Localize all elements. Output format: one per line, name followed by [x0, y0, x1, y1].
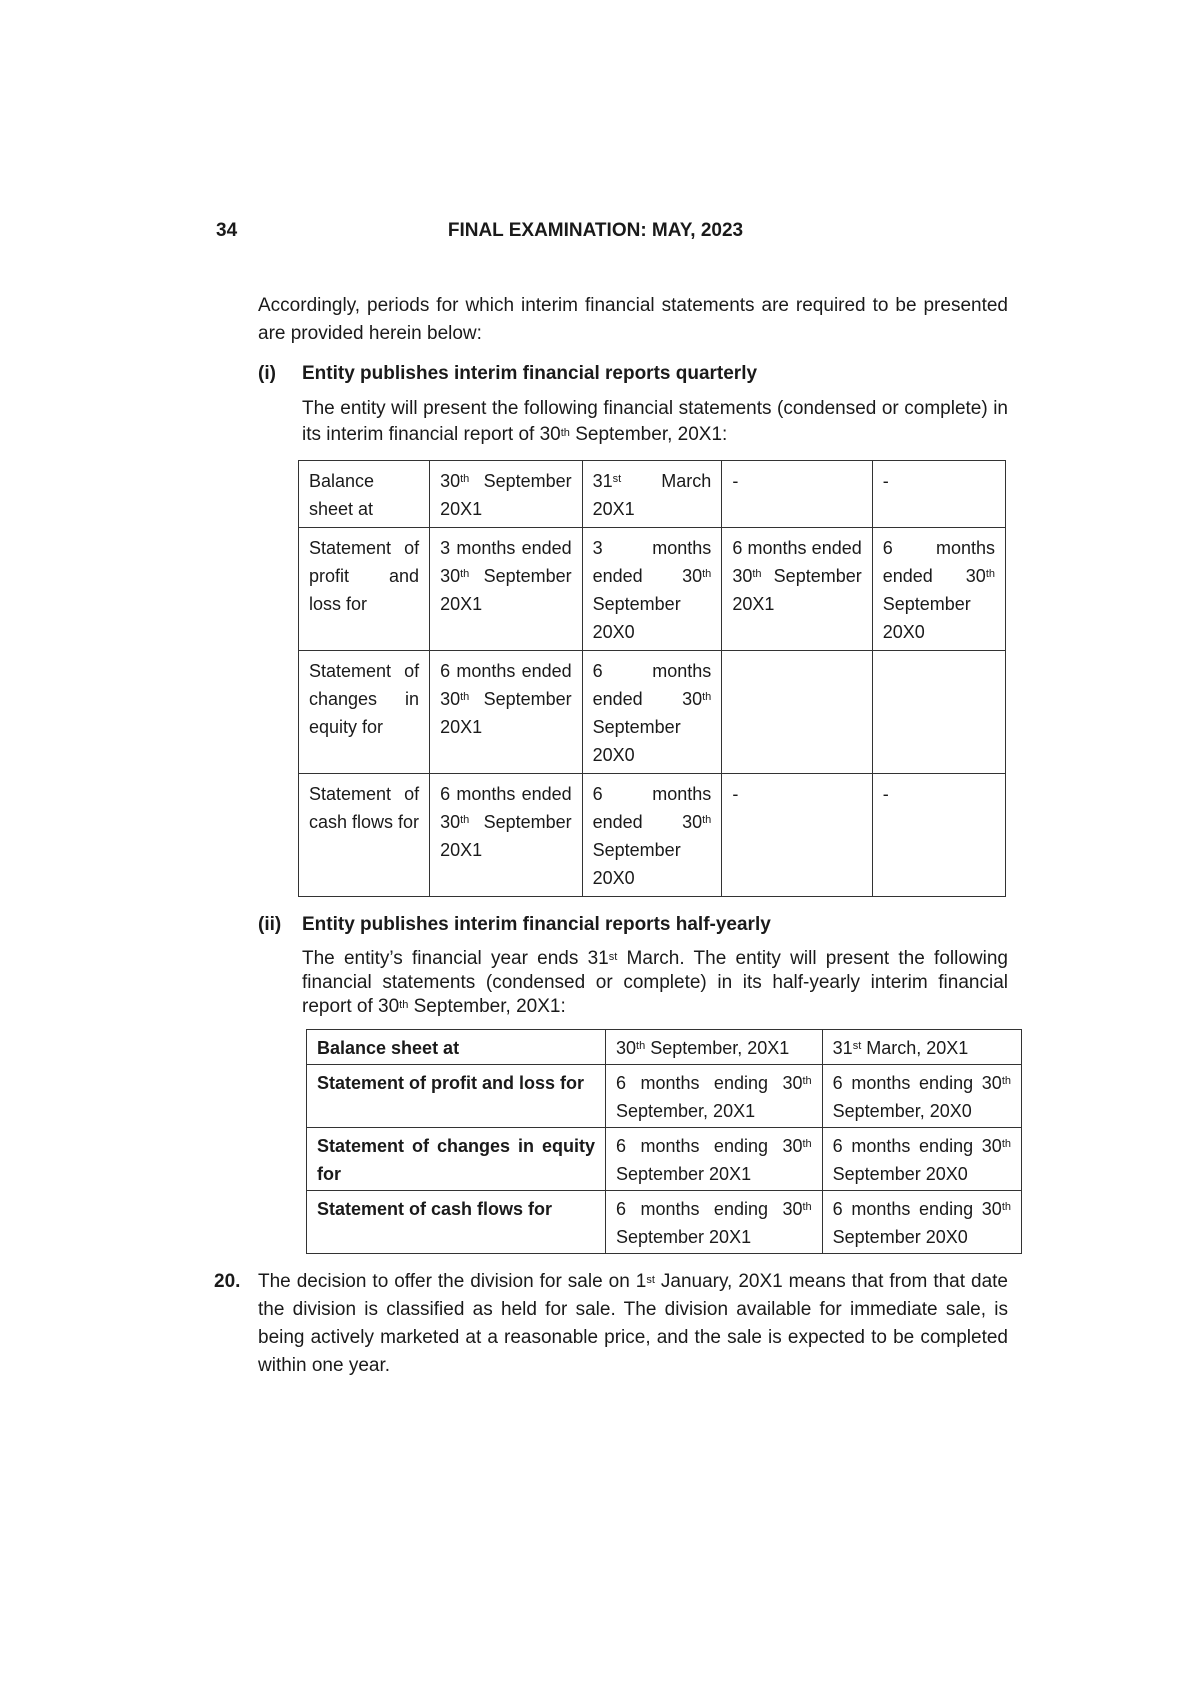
ordinal-suffix: th: [399, 999, 409, 1011]
cell-text: 6 months ended 30: [882, 538, 995, 586]
table-cell-c3: [722, 528, 872, 651]
cell-text: September 20X0: [832, 1227, 968, 1247]
cell-text: September 20X0: [832, 1164, 968, 1184]
cell-text: September 20X1: [440, 689, 572, 737]
ordinal-suffix: th: [702, 568, 712, 580]
cell-text: 6 months ending 30: [616, 1199, 803, 1219]
cell-text: September, 20X1: [616, 1101, 756, 1121]
section-ii-title: Entity publishes interim financial reports half-yearly: [302, 914, 771, 935]
table-cell-c1: [430, 461, 583, 528]
table-row: [307, 1128, 1022, 1191]
table-row: [299, 651, 1006, 774]
cell-text: September 20X1: [732, 566, 862, 614]
answer-number: 20.: [214, 1271, 241, 1292]
section-ii-body: [302, 947, 1008, 1019]
table-cell-label: Statement of profit and loss for: [299, 528, 430, 651]
cell-text: September 20X0: [882, 594, 971, 642]
cell-text: -: [882, 471, 889, 491]
table-cell-c2: [582, 774, 722, 897]
quarterly-periods-table: [298, 460, 1006, 897]
table-cell-c1: [606, 1128, 823, 1191]
table-cell-c2: [582, 461, 722, 528]
ordinal-suffix: th: [702, 814, 712, 826]
cell-text: September 20X0: [592, 840, 681, 888]
cell-text: March, 20X1: [861, 1038, 969, 1058]
table-cell-label: Balance sheet at: [299, 461, 430, 528]
cell-text: September 20X1: [616, 1164, 752, 1184]
cell-text: 6 months ending 30: [616, 1136, 803, 1156]
half-yearly-periods-table: [306, 1029, 1022, 1254]
table-cell-c4: [872, 461, 1005, 528]
cell-text: -: [882, 784, 889, 804]
table-row: [307, 1191, 1022, 1254]
ordinal-suffix: st: [612, 473, 622, 485]
ordinal-suffix: th: [802, 1201, 812, 1213]
table-cell-c4: [872, 774, 1005, 897]
table-cell-c1: [430, 528, 583, 651]
cell-text: 6 months ending 30: [832, 1136, 1002, 1156]
table-cell-label: Statement of changes in equity for: [307, 1128, 606, 1191]
table-cell-c2: [822, 1065, 1021, 1128]
cell-text: 6 months ended 30: [440, 784, 572, 832]
cell-text: September 20X0: [592, 717, 681, 765]
cell-text: 6 months ended 30: [592, 784, 712, 832]
table-row: [299, 774, 1006, 897]
cell-text: 6 months ended 30: [732, 538, 862, 586]
ordinal-suffix: th: [460, 473, 470, 485]
cell-text: March 20X1: [592, 471, 712, 519]
ordinal-suffix: th: [636, 1040, 646, 1052]
running-header: FINAL EXAMINATION: MAY, 2023: [447, 220, 744, 241]
page-content: [214, 292, 1011, 1380]
table-cell-c2: [822, 1191, 1021, 1254]
section-i-body-text-end: September, 20X1:: [569, 424, 728, 445]
table-cell-c2: [822, 1128, 1021, 1191]
cell-text: 3 months ended 30: [440, 538, 572, 586]
cell-text: September, 20X1: [645, 1038, 790, 1058]
answer-20-paragraph: [214, 1268, 1008, 1380]
section-i-body-text: The entity will present the following financial statements (condensed or complete) in its interim financial report of 30: [302, 398, 1008, 445]
cell-text: 3 months ended 30: [592, 538, 712, 586]
cell-text: 31: [832, 1038, 853, 1058]
section-i-marker: (i): [258, 363, 276, 384]
table-cell-label: Statement of cash flows for: [307, 1191, 606, 1254]
table-cell-c3: [722, 461, 872, 528]
ordinal-suffix: th: [460, 691, 470, 703]
cell-text: 6 months ending 30: [832, 1073, 1002, 1093]
ordinal-suffix: th: [1001, 1075, 1011, 1087]
table-cell-c2: [582, 651, 722, 774]
cell-text: September 20X0: [592, 594, 681, 642]
ordinal-suffix: st: [608, 951, 618, 963]
section-ii-body-text-b: March. The entity will present the following financial statements (condensed or complete) in its half-yearly interim financial report of 30: [302, 948, 1008, 1017]
cell-text: September 20X1: [616, 1227, 752, 1247]
table-cell-c3: [722, 651, 872, 774]
table-cell-c2: [822, 1030, 1021, 1065]
cell-text: September 20X1: [440, 812, 572, 860]
intro-paragraph: Accordingly, periods for which interim financial statements are required to be presented are provided herein below:: [258, 295, 1008, 344]
cell-text: September 20X1: [440, 471, 572, 519]
section-ii-heading: [258, 911, 1008, 939]
cell-text: 30: [440, 471, 461, 491]
section-ii-body-text-a: The entity’s financial year ends 31: [302, 948, 609, 969]
ordinal-suffix: st: [852, 1040, 862, 1052]
section-i-title: Entity publishes interim financial reports quarterly: [302, 363, 758, 384]
ordinal-suffix: th: [702, 691, 712, 703]
ordinal-suffix: th: [985, 568, 995, 580]
ordinal-suffix: th: [560, 427, 570, 439]
cell-text: September 20X1: [440, 566, 572, 614]
table-cell-label: Balance sheet at: [307, 1030, 606, 1065]
table-cell-c1: [430, 774, 583, 897]
cell-text: 6 months ending 30: [832, 1199, 1002, 1219]
table-cell-c1: [606, 1191, 823, 1254]
section-i-heading: [258, 360, 1008, 388]
cell-text: -: [732, 784, 739, 804]
table-row: [307, 1065, 1022, 1128]
ordinal-suffix: th: [752, 568, 762, 580]
table-cell-c4: [872, 528, 1005, 651]
table-cell-c3: [722, 774, 872, 897]
table-cell-c1: [606, 1030, 823, 1065]
table-cell-c2: [582, 528, 722, 651]
answer-20-text-a: The decision to offer the division for sale on 1: [258, 1271, 647, 1292]
cell-text: 6 months ending 30: [616, 1073, 803, 1093]
cell-text: 6 months ended 30: [592, 661, 712, 709]
cell-text: 30: [616, 1038, 637, 1058]
page-number: 34: [216, 220, 238, 241]
ordinal-suffix: th: [1001, 1201, 1011, 1213]
table-row: [299, 461, 1006, 528]
table-cell-label: Statement of cash flows for: [299, 774, 430, 897]
ordinal-suffix: st: [646, 1274, 655, 1286]
ordinal-suffix: th: [802, 1138, 812, 1150]
section-i-body: [302, 396, 1008, 448]
section-ii-marker: (ii): [258, 914, 282, 935]
answer-20-text-b: January, 20X1 means that from that date the division is classified as held for sale. The division available for immediate sale, is being actively marketed at a reasonable price, and the sale is expected to be completed within one year.: [258, 1271, 1008, 1376]
ordinal-suffix: th: [460, 568, 470, 580]
table-cell-c4: [872, 651, 1005, 774]
ordinal-suffix: th: [460, 814, 470, 826]
table-cell-label: Statement of changes in equity for: [299, 651, 430, 774]
section-ii-body-text-c: September, 20X1:: [408, 996, 566, 1017]
cell-text: 31: [592, 471, 613, 491]
table-row: [307, 1030, 1022, 1065]
table-row: [299, 528, 1006, 651]
ordinal-suffix: th: [1001, 1138, 1011, 1150]
cell-text: September, 20X0: [832, 1101, 972, 1121]
cell-text: 6 months ended 30: [440, 661, 572, 709]
table-cell-c1: [430, 651, 583, 774]
table-cell-c1: [606, 1065, 823, 1128]
cell-text: -: [732, 471, 739, 491]
table-cell-label: Statement of profit and loss for: [307, 1065, 606, 1128]
ordinal-suffix: th: [802, 1075, 812, 1087]
